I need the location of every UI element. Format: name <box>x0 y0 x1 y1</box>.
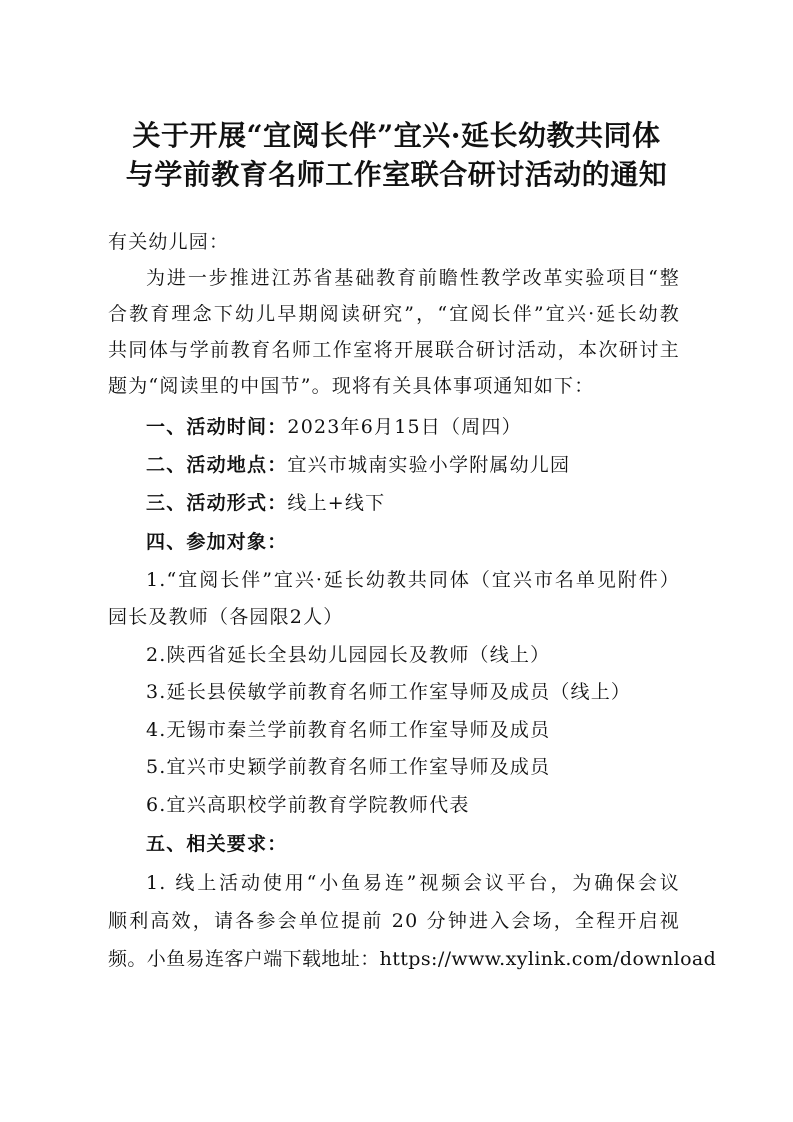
participant-3: 3.延长县侯敏学前教育名师工作室导师及成员（线上） <box>146 681 632 703</box>
item-time-label: 一、活动时间： <box>146 416 288 438</box>
item-time-value: 2023年6月15日（周四） <box>287 416 522 438</box>
participant-4: 4.无锡市秦兰学前教育名师工作室导师及成员 <box>146 719 551 741</box>
participant-1-line-1: 1.“宜阅长伴”宜兴·延长幼教共同体（宜兴市名单见附件） <box>146 569 680 591</box>
item-place-value: 宜兴市城南实验小学附属幼儿园 <box>287 454 571 476</box>
item-participants-label: 四、参加对象： <box>146 531 288 553</box>
intro-line-4: 题为“阅读里的中国节”。现将有关具体事项通知如下： <box>108 375 595 397</box>
item-place-label: 二、活动地点： <box>146 454 288 476</box>
title-line-2: 与学前教育名师工作室联合研讨活动的通知 <box>125 158 668 191</box>
item-time <box>146 413 522 441</box>
participant-2: 2.陕西省延长全县幼儿园园长及教师（线上） <box>146 644 551 666</box>
participant-5: 5.宜兴市史颖学前教育名师工作室导师及成员 <box>146 756 551 778</box>
requirement-1-line-2: 顺利高效，请各参会单位提前 20 分钟进入会场，全程开启视 <box>108 910 680 932</box>
salutation: 有关幼儿园： <box>108 231 230 253</box>
participant-1-line-2: 园长及教师（各园限2人） <box>108 606 344 628</box>
title-line-1: 关于开展“宜阅长伴”宜兴·延长幼教共同体 <box>132 119 661 152</box>
participant-6: 6.宜兴高职校学前教育学院教师代表 <box>146 794 470 816</box>
requirement-1-line-3: 频。小鱼易连客户端下载地址：https://www.xylink.com/download <box>108 948 717 970</box>
intro-line-1: 为进一步推进江苏省基础教育前瞻性教学改革实验项目“整 <box>146 267 680 289</box>
item-form-value: 线上+线下 <box>287 492 386 514</box>
requirement-1-line-1: 1. 线上活动使用“小鱼易连”视频会议平台，为确保会议 <box>146 872 680 894</box>
item-place <box>146 451 570 479</box>
item-form <box>146 489 385 517</box>
requirements-label: 五、相关要求： <box>146 833 288 855</box>
intro-line-3: 共同体与学前教育名师工作室将开展联合研讨活动，本次研讨主 <box>108 339 680 361</box>
intro-line-2: 合教育理念下幼儿早期阅读研究”，“宜阅长伴”宜兴·延长幼教 <box>108 303 680 325</box>
item-form-label: 三、活动形式： <box>146 492 288 514</box>
